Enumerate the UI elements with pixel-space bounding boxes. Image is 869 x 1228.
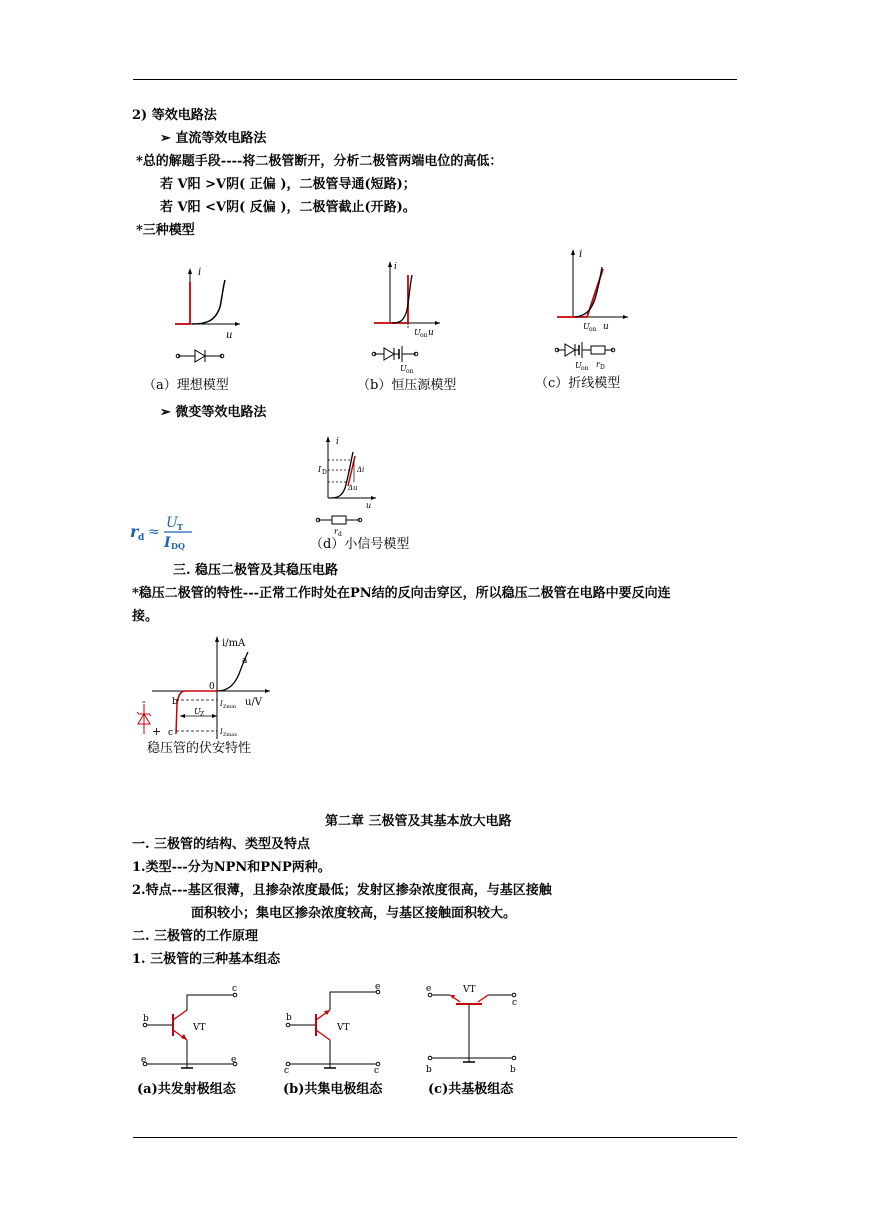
zener-minus: - <box>142 695 146 708</box>
cc-label-e: e <box>375 982 381 992</box>
model-c-axis-i: i <box>579 249 583 260</box>
ce-label-b: b <box>143 1014 149 1024</box>
feature-line2: 面积较小；集电区掺杂浓度较高，与基区接触面积较大。 <box>191 906 517 921</box>
zener-izmax: I <box>220 728 223 736</box>
cb-caption: (c)共基极组态 <box>428 1082 514 1097</box>
model-c-source-uon: U <box>575 361 582 370</box>
chapter-title: 第二章 三极管及其基本放大电路 <box>325 814 512 829</box>
zener-uz-sub: Z <box>200 711 205 718</box>
zener-izmin: I <box>220 700 223 708</box>
zener-desc-line1: *稳压二极管的特性---正常工作时处在PN结的反向击穿区，所以稳压二极管在电路中要反向连 <box>132 586 671 601</box>
cb-label-e: e <box>426 984 432 994</box>
feature-line1: 2.特点---基区很薄，且掺杂浓度最低；发射区掺杂浓度很高，与基区接触 <box>132 883 552 898</box>
zener-uz: U <box>194 707 201 716</box>
zener-axis-i: i/mA <box>222 638 246 649</box>
small-signal-rd: r <box>334 527 338 536</box>
footer-rule <box>133 1137 737 1138</box>
zener-plus: + <box>152 725 162 738</box>
model-c-rd-sub: D <box>600 364 605 371</box>
section-heading: 2) 等效电路法 <box>132 108 217 123</box>
formula-lhs: r <box>130 522 139 541</box>
model-b-axis-u: u <box>428 328 434 338</box>
model-b-source-uon-sub: on <box>406 368 414 375</box>
formula-numerator-sub: T <box>177 522 183 532</box>
reverse-bias-text: 若 V阳 <V阴( 反偏 )，二极管截止(开路)。 <box>160 200 416 215</box>
small-signal-axis-i: i <box>336 437 339 447</box>
chapter-sec1: 一. 三极管的结构、类型及特点 <box>132 837 311 852</box>
piecewise-model-figure <box>553 245 663 375</box>
zener-label-a: a <box>242 656 248 666</box>
cb-label-b-left: b <box>426 1065 432 1075</box>
ideal-model-figure <box>170 262 260 372</box>
formula-denominator-sub: DQ <box>171 541 185 551</box>
cc-caption: (b)共集电极组态 <box>283 1082 383 1097</box>
type-line: 1.类型---分为NPN和PNP两种。 <box>132 860 331 875</box>
common-collector-figure <box>280 980 395 1075</box>
zener-izmin-sub: Zmin <box>223 704 237 710</box>
zener-desc-line2: 接。 <box>132 609 159 624</box>
header-rule <box>133 79 737 80</box>
model-c-uon-sub: on <box>589 326 597 333</box>
ce-caption: (a)共发射极组态 <box>137 1082 236 1097</box>
three-models-heading: *三种模型 <box>136 223 195 238</box>
model-c-uon: U <box>583 322 590 331</box>
model-c-source-uon-sub: on <box>581 365 589 372</box>
zener-izmax-sub: Zmax <box>223 732 238 738</box>
model-b-caption: （b）恒压源模型 <box>357 378 457 393</box>
small-signal-caption: （d）小信号模型 <box>310 537 410 552</box>
cc-label-vt: VT <box>337 1023 350 1033</box>
small-signal-axis-u: u <box>366 501 372 510</box>
model-c-caption: （c）折线模型 <box>535 376 621 391</box>
model-c-axis-u: u <box>603 322 609 332</box>
small-signal-id-sub: D <box>322 469 327 476</box>
constant-voltage-model-figure <box>370 255 460 375</box>
formula-approx: ≈ <box>148 524 160 540</box>
zener-label-b: b <box>172 697 178 707</box>
zener-caption: 稳压管的伏安特性 <box>147 741 252 756</box>
cb-label-vt: VT <box>463 985 476 995</box>
model-b-uon-sub: on <box>420 332 428 339</box>
formula-lhs-sub: d <box>138 533 145 543</box>
small-signal-model-figure <box>310 434 390 539</box>
solve-method-text: *总的解题手段----将二极管断开，分析二极管两端电位的高低： <box>136 154 503 169</box>
zener-heading: 三. 稳压二极管及其稳压电路 <box>173 563 339 578</box>
common-emitter-figure <box>135 980 250 1075</box>
ce-label-e-right: e <box>231 1055 237 1065</box>
forward-bias-text: 若 V阳 >V阴( 正偏 )，二极管导通(短路)； <box>160 177 416 192</box>
zener-origin: 0 <box>209 682 215 692</box>
cc-label-b: b <box>286 1013 292 1023</box>
ce-label-c: c <box>232 984 238 994</box>
ce-label-vt: VT <box>193 1023 206 1033</box>
model-c-rd: r <box>596 360 600 369</box>
small-signal-heading: ➢ 微变等效电路法 <box>160 405 267 420</box>
model-a-axis-u: u <box>226 330 233 341</box>
model-a-axis-i: i <box>198 267 202 278</box>
zener-axis-u: u/V <box>245 697 263 708</box>
formula-denominator: I <box>164 535 171 551</box>
cc-label-c-right: c <box>374 1066 380 1076</box>
zener-iv-figure <box>132 634 282 744</box>
chapter-sub1: 1. 三极管的三种基本组态 <box>132 952 281 967</box>
small-signal-id: I <box>318 465 322 474</box>
model-a-caption: （a）理想模型 <box>143 378 229 393</box>
common-base-figure <box>420 980 535 1075</box>
model-b-uon: U <box>414 328 421 337</box>
rd-formula <box>128 510 208 554</box>
formula-numerator: U <box>166 515 178 531</box>
small-signal-delta-u: Δu <box>348 484 358 492</box>
model-b-source-uon: U <box>400 364 407 373</box>
chapter-sec2: 二. 三极管的工作原理 <box>132 929 259 944</box>
ce-label-e-left: e <box>141 1055 147 1065</box>
zener-label-c: c <box>168 728 174 738</box>
cb-label-c: c <box>512 998 518 1008</box>
small-signal-rd-sub: d <box>338 531 342 538</box>
dc-method-heading: ➢ 直流等效电路法 <box>160 131 267 146</box>
cc-label-c-left: c <box>284 1066 290 1076</box>
model-b-axis-i: i <box>394 262 397 272</box>
small-signal-delta-i: Δi <box>357 466 365 474</box>
cb-label-b-right: b <box>510 1065 516 1075</box>
